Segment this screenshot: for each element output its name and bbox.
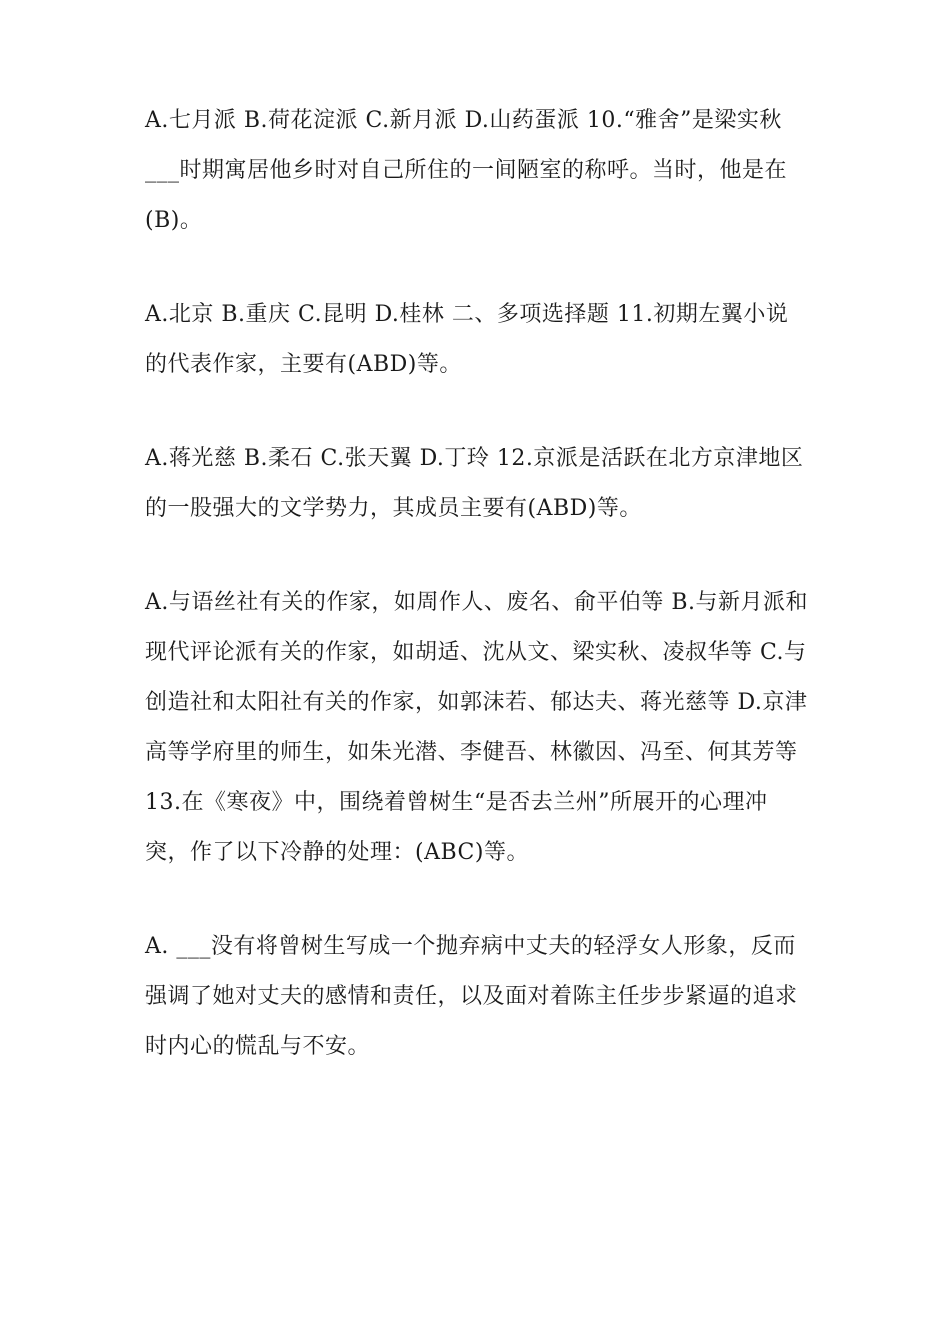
text-line: A.北京 B.重庆 C.昆明 D.桂林 二、多项选择题 11.初期左翼小说 <box>145 302 789 327</box>
paragraph-q9-q10 <box>145 96 815 246</box>
text-line: 的一股强大的文学势力，其成员主要有(ABD)等。 <box>145 496 642 521</box>
text-line: (B)。 <box>145 208 203 233</box>
paragraph-q12-options-q13 <box>145 578 815 878</box>
text-line: A.与语丝社有关的作家，如周作人、废名、俞平伯等 B.与新月派和 <box>145 590 809 615</box>
text-line: 13.在《寒夜》中，围绕着曾树生“是否去兰州”所展开的心理冲 <box>145 790 768 815</box>
paragraph-q13-option-a <box>145 922 815 1072</box>
text-line: ___时期寓居他乡时对自己所住的一间陋室的称呼。当时，他是在 <box>145 158 788 183</box>
text-line: 现代评论派有关的作家，如胡适、沈从文、梁实秋、凌叔华等 C.与 <box>145 640 807 665</box>
text-line: 创造社和太阳社有关的作家，如郭沫若、郁达夫、蒋光慈等 D.京津 <box>145 690 808 715</box>
text-line: 高等学府里的师生，如朱光潜、李健吾、林徽因、冯至、何其芳等 <box>145 740 798 765</box>
text-line: A.蒋光慈 B.柔石 C.张天翼 D.丁玲 12.京派是活跃在北方京津地区 <box>145 446 804 471</box>
text-line: A.七月派 B.荷花淀派 C.新月派 D.山药蛋派 10.“雅舍”是梁实秋 <box>145 108 782 133</box>
paragraph-q11-options-q12 <box>145 434 815 534</box>
document-page <box>145 96 815 1116</box>
text-line: 突，作了以下冷静的处理：(ABC)等。 <box>145 840 529 865</box>
paragraph-q10-options-q11 <box>145 290 815 390</box>
text-line: 强调了她对丈夫的感情和责任，以及面对着陈主任步步紧逼的追求 <box>145 984 798 1009</box>
text-line: 时内心的慌乱与不安。 <box>145 1034 371 1059</box>
text-line: 的代表作家，主要有(ABD)等。 <box>145 352 462 377</box>
text-line: A. ___没有将曾树生写成一个抛弃病中丈夫的轻浮女人形象，反而 <box>145 934 796 959</box>
